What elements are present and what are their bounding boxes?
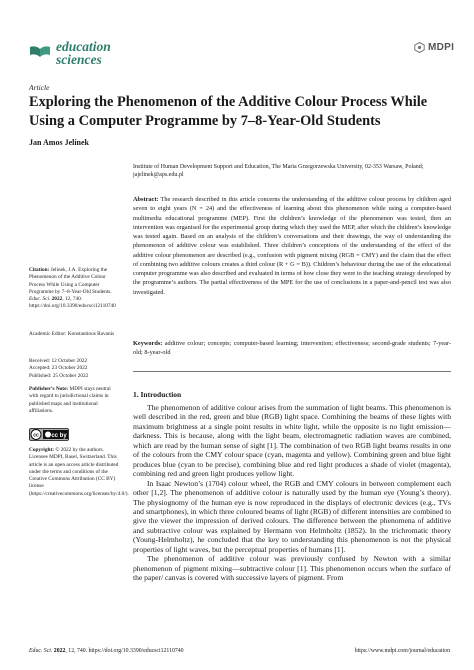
cc-badge-text: cc by <box>51 432 67 439</box>
citation-doi[interactable]: , 12, 740. https://doi.org/10.3390/educsci12110740 <box>29 296 116 310</box>
body-text <box>133 403 451 583</box>
citation-label: Citation: <box>29 267 50 273</box>
section-divider <box>133 371 451 372</box>
publisher-name: MDPI <box>428 42 455 53</box>
journal-name-line2: sciences <box>56 52 102 67</box>
mdpi-hexagon-icon <box>414 42 425 53</box>
footer-journal-url[interactable]: https://www.mdpi.com/journal/education <box>354 648 450 654</box>
author-list: Jan Amos Jelínek <box>29 138 90 147</box>
article-title: Exploring the Phenomenon of the Additive Colour Process While Using a Computer Programme by 7–8-Year-Old Students <box>29 94 428 129</box>
footer-journal: Educ. Sci. <box>29 648 53 654</box>
article-type: Article <box>29 83 50 92</box>
abstract <box>133 195 451 297</box>
body-paragraph: The phenomenon of additive colour was previously confused by Newton with a similar phenomenon of pigment mixing—subtractive colour [1]. This phenomenon occurs when the surface of the paper/ canvas is covered with successive layers of pigment. From <box>133 554 451 583</box>
body-paragraph: In Isaac Newton’s (1704) colour wheel, the RGB and CMY colours in between complement each other [1,2]. The phenomenon of additive colour is naturally used by the human eye (Young’s theory). The physiognomy of the human eye is now reproduced in the displays of electronic devices (e.g., TVs and smartphones), in which three coloured beams of light (RGB) of different intensities are combined to give the viewer the impression of derived colours. The difference between the phenomena of additive and subtractive colour was explained by Hermann von Helmholtz (1852). In the trichromatic theory (Young-Helmholtz), he concluded that the key to understanding this phenomenon is not the physical properties of light waves, but the perceptual properties of humans [1]. <box>133 478 451 554</box>
author-affiliation: Institute of Human Development Support and Education, The Maria Grzegorzewska University, 02-353 Warsaw, Poland; jajelinek@aps.edu.pl <box>133 164 424 179</box>
accepted-date: Accepted: 23 October 2022 <box>29 365 88 372</box>
footer-citation <box>29 648 184 654</box>
citation-block <box>29 267 121 311</box>
copyright-block <box>29 447 129 498</box>
svg-text:cc: cc <box>33 432 39 439</box>
academic-editor: Academic Editor: Konstantinos Ravanis <box>29 331 115 337</box>
journal-book-icon <box>30 44 50 58</box>
abstract-text: The research described in this article concerns the understanding of the additive colour process by children aged seven to eight years (N = 24) and the effectiveness of learning about this phenomenon while using a computer-based multimedia educational programme (MEP). First the children’s knowledge of the phenomenon was tested, then an intervention was organised for the experimental group during which they used the MEP, after which the children’s knowledge was tested again. Based on an analysis of the children’s conversations and their drawings, the way of understanding the phenomenon of additive colour was established. Three children’s conceptions of the understanding of the effect of the additive colour phenomenon are described (e.g., confusion with pigment mixing (RGB = CMY) and the claim that the effect of combining two additive colours creates a third colour (R + G = B)). Children’s behaviour during the use of the educational computer programme was also described and evaluated in terms of how close they were to the teaching strategy developed by the programme’s authors. The partial effectiveness of the MPE for the use of conclusions in a paper-and-pencil test was also investigated. <box>133 196 451 296</box>
publisher-note-label: Publisher’s Note: <box>29 386 69 392</box>
keywords-text: additive colour; concepts; computer-based learning; intervention; effectiveness; second-grade students; 7-year-old; 8-year-old <box>133 340 451 357</box>
abstract-label: Abstract: <box>133 196 159 203</box>
section-heading: 1. Introduction <box>133 390 182 399</box>
published-date: Published: 25 October 2022 <box>29 372 89 379</box>
citation-journal: Educ. Sci. <box>29 296 51 303</box>
copyright-text: © 2022 by the authors. Licensee MDPI, Basel, Switzerland. This article is an open access article distributed under the terms and conditions of the Creative Commons Attribution (CC BY) license (https://creativecommons.org/licenses/by/4.0/). <box>29 447 129 497</box>
footer-doi[interactable]: , 12, 740. https://doi.org/10.3390/educsci12110740 <box>65 648 184 654</box>
keywords-label: Keywords: <box>133 340 163 347</box>
body-paragraph: The phenomenon of additive colour arises from the summation of light beams. This phenomenon is well described in the red, green and blue (RGB) light space. Combining the beams of these lights with maximum brightness at a single point results in white light, while the opposite is no light emission—darkness. This is because, along with the light beam, electromagnetic radiation waves are combined, which are read by the human sense of sight [1]. The combination of two RGB light beams results in one of the colours from the CMY colour space (cyan, magenta and yellow). Combining green and blue light produces blue (cyan to be precise), combining blue and red light produces a shade of violet (magenta), combining red and green light produces yellow light. <box>133 403 451 479</box>
copyright-label: Copyright: <box>29 447 55 453</box>
publisher-note-text: MDPI stays neutral with regard to jurisdictional claims in published maps and institutional affiliations. <box>29 386 111 414</box>
publisher-logo <box>414 42 454 53</box>
publisher-note <box>29 386 121 415</box>
footer-year: 2022 <box>53 648 66 654</box>
keywords <box>133 339 451 358</box>
journal-name-line1: education <box>56 39 111 54</box>
citation-year: 2022 <box>51 296 63 303</box>
journal-name <box>56 40 111 66</box>
citation-text: Jelínek, J.A. Exploring the Phenomenon of the Additive Colour Process While Using a Computer Programme by 7–8-Year-Old Students. <box>29 267 112 295</box>
cc-by-license-icon[interactable] <box>29 428 69 441</box>
publication-dates <box>29 358 121 380</box>
received-date: Received: 12 October 2022 <box>29 358 88 364</box>
